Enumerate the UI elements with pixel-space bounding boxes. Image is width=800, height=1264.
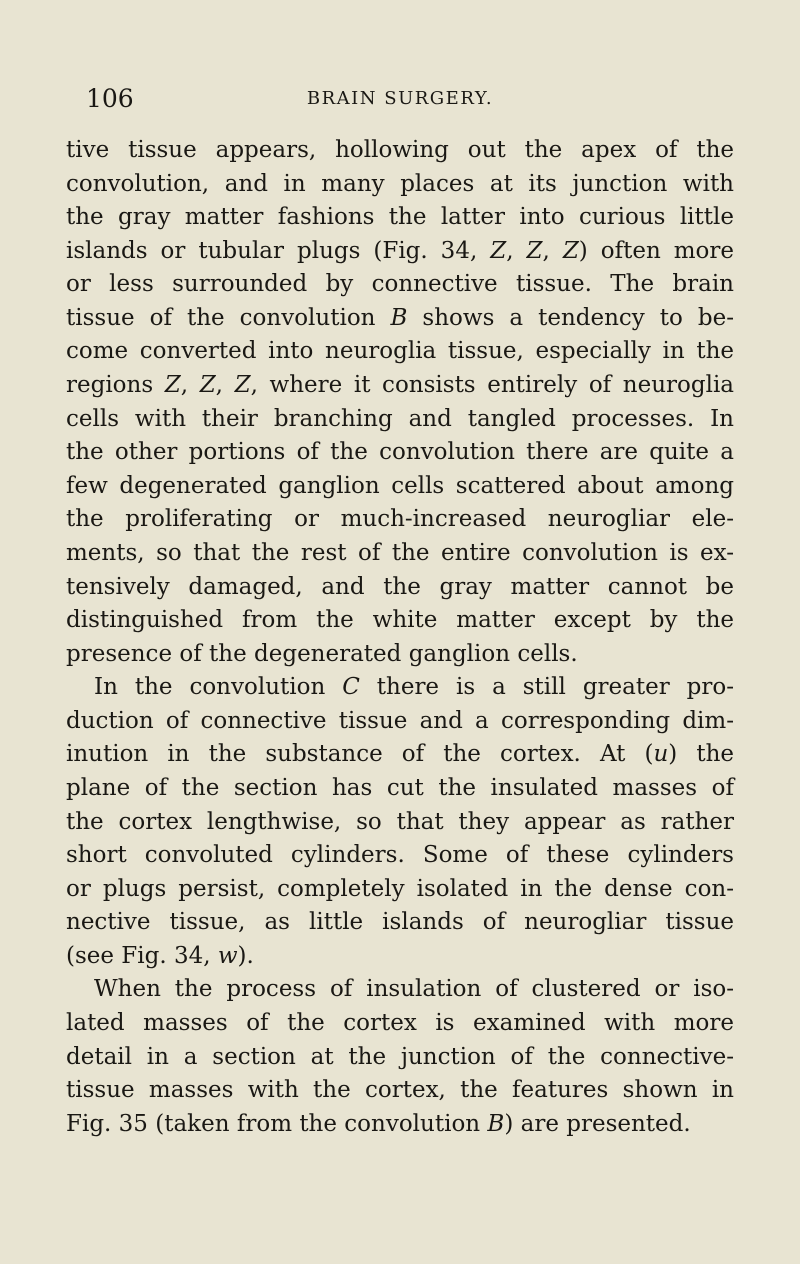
text-line: few degenerated ganglion cells scattered about among xyxy=(66,472,734,499)
text-line: the cortex lengthwise, so that they appear as rather xyxy=(66,808,734,835)
text-line: duction of connective tissue and a corresponding dim- xyxy=(66,707,734,734)
text-line: presence of the degenerated ganglion cells. xyxy=(66,640,578,667)
text-line: (see Fig. 34, w). xyxy=(66,942,254,969)
text-line: short convoluted cylinders. Some of these cylinders xyxy=(66,842,734,869)
text-line: lated masses of the cortex is examined with more xyxy=(66,1010,734,1037)
paragraph xyxy=(66,973,734,1141)
text-line: When the process of insulation of clustered or iso- xyxy=(94,976,734,1003)
text-line: cells with their branching and tangled processes. In xyxy=(66,405,734,432)
text-line: the proliferating or much-increased neurogliar ele- xyxy=(66,506,734,533)
text-line: tensively damaged, and the gray matter cannot be xyxy=(66,573,734,600)
text-line: In the convolution C there is a still greater pro- xyxy=(94,674,734,701)
text-line: distinguished from the white matter except by the xyxy=(66,607,734,634)
text-line: tissue masses with the cortex, the features shown in xyxy=(66,1077,734,1104)
text-line: nective tissue, as little islands of neurogliar tissue xyxy=(66,909,734,936)
text-line: islands or tubular plugs (Fig. 34, Z, Z, Z) often more xyxy=(66,237,735,264)
body-text xyxy=(66,134,734,1141)
text-line: or less surrounded by connective tissue. The brain xyxy=(66,271,734,298)
text-line: tissue of the convolution B shows a tendency to be- xyxy=(66,304,734,331)
text-line: inution in the substance of the cortex. At (u) the xyxy=(66,741,735,768)
paragraph xyxy=(66,671,734,973)
text-line: the other portions of the convolution there are quite a xyxy=(66,439,734,466)
text-line: the gray matter fashions the latter into curious little xyxy=(66,204,734,231)
text-line: convolution, and in many places at its junction with xyxy=(66,170,734,197)
paragraph xyxy=(66,134,734,671)
running-title: BRAIN SURGERY. xyxy=(306,88,494,109)
text-line: detail in a section at the junction of the connective- xyxy=(66,1043,734,1070)
text-line: tive tissue appears, hollowing out the apex of the xyxy=(66,137,734,163)
text-line: regions Z, Z, Z, where it consists entirely of neuroglia xyxy=(66,372,735,399)
running-head xyxy=(86,84,714,114)
page-number: 106 xyxy=(86,84,134,113)
text-line: plane of the section has cut the insulated masses of xyxy=(66,774,734,801)
text-line: or plugs persist, completely isolated in the dense con- xyxy=(66,875,734,902)
text-line: come converted into neuroglia tissue, especially in the xyxy=(66,338,734,365)
text-line: ments, so that the rest of the entire convolution is ex- xyxy=(66,539,734,566)
text-line: Fig. 35 (taken from the convolution B) are presented. xyxy=(66,1110,691,1137)
